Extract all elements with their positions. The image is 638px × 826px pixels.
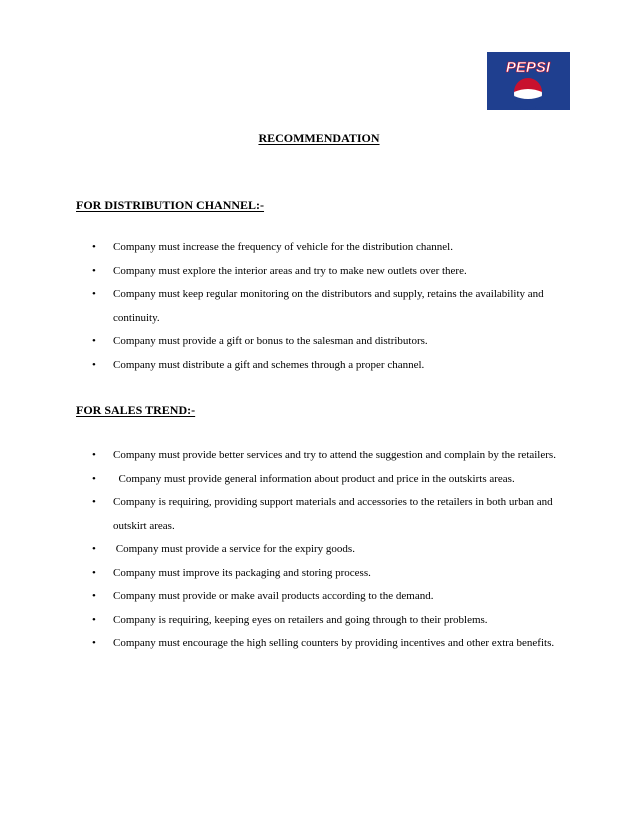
list-item: • Company must provide a gift or bonus to the salesman and distributors.	[0, 330, 573, 354]
bullet-icon: •	[92, 335, 96, 347]
bullet-icon: •	[92, 449, 96, 461]
bullet-icon: •	[92, 241, 96, 253]
page-title: RECOMMENDATION	[258, 131, 380, 145]
bullet-icon: •	[92, 288, 96, 300]
list-item: • Company must distribute a gift and schemes through a proper channel.	[0, 354, 573, 378]
section-heading-distribution: FOR DISTRIBUTION CHANNEL:-	[76, 198, 265, 212]
sales-trend-list	[0, 444, 573, 656]
list-item: • Company must provide a service for the expiry goods.	[0, 538, 573, 562]
list-item: • Company is requiring, keeping eyes on retailers and going through to their problems.	[0, 609, 573, 633]
list-item: • Company is requiring, providing support materials and accessories to the retailers in both urban and outskirt areas.	[0, 491, 573, 538]
bullet-icon: •	[92, 358, 96, 371]
bullet-icon: •	[92, 543, 96, 555]
bullet-icon: •	[92, 613, 96, 626]
list-item: • Company must increase the frequency of vehicle for the distribution channel.	[0, 236, 573, 260]
bullet-icon: •	[92, 496, 96, 508]
bullet-icon: •	[92, 637, 96, 649]
bullet-icon: •	[92, 566, 96, 579]
section-heading-sales-trend: FOR SALES TREND:-	[76, 403, 196, 417]
bullet-icon: •	[92, 264, 96, 277]
list-item: • Company must explore the interior areas and try to make new outlets over there.	[0, 260, 573, 284]
bullet-icon: •	[92, 590, 96, 602]
distribution-list	[0, 236, 573, 377]
list-item: • Company must encourage the high selling counters by providing incentives and other extra benefits.	[0, 632, 573, 656]
pepsi-logo	[487, 52, 570, 110]
list-item: • Company must provide or make avail products according to the demand.	[0, 585, 573, 609]
list-item: • Company must provide general information about product and price in the outskirts areas.	[0, 468, 573, 492]
list-item: • Company must improve its packaging and storing process.	[0, 562, 573, 586]
bullet-icon: •	[92, 472, 96, 485]
list-item: • Company must provide better services and try to attend the suggestion and complain by the retailers.	[0, 444, 573, 468]
list-item: • Company must keep regular monitoring on the distributors and supply, retains the availability and continuity.	[0, 283, 573, 330]
logo-wordmark: PEPSI	[505, 59, 551, 76]
